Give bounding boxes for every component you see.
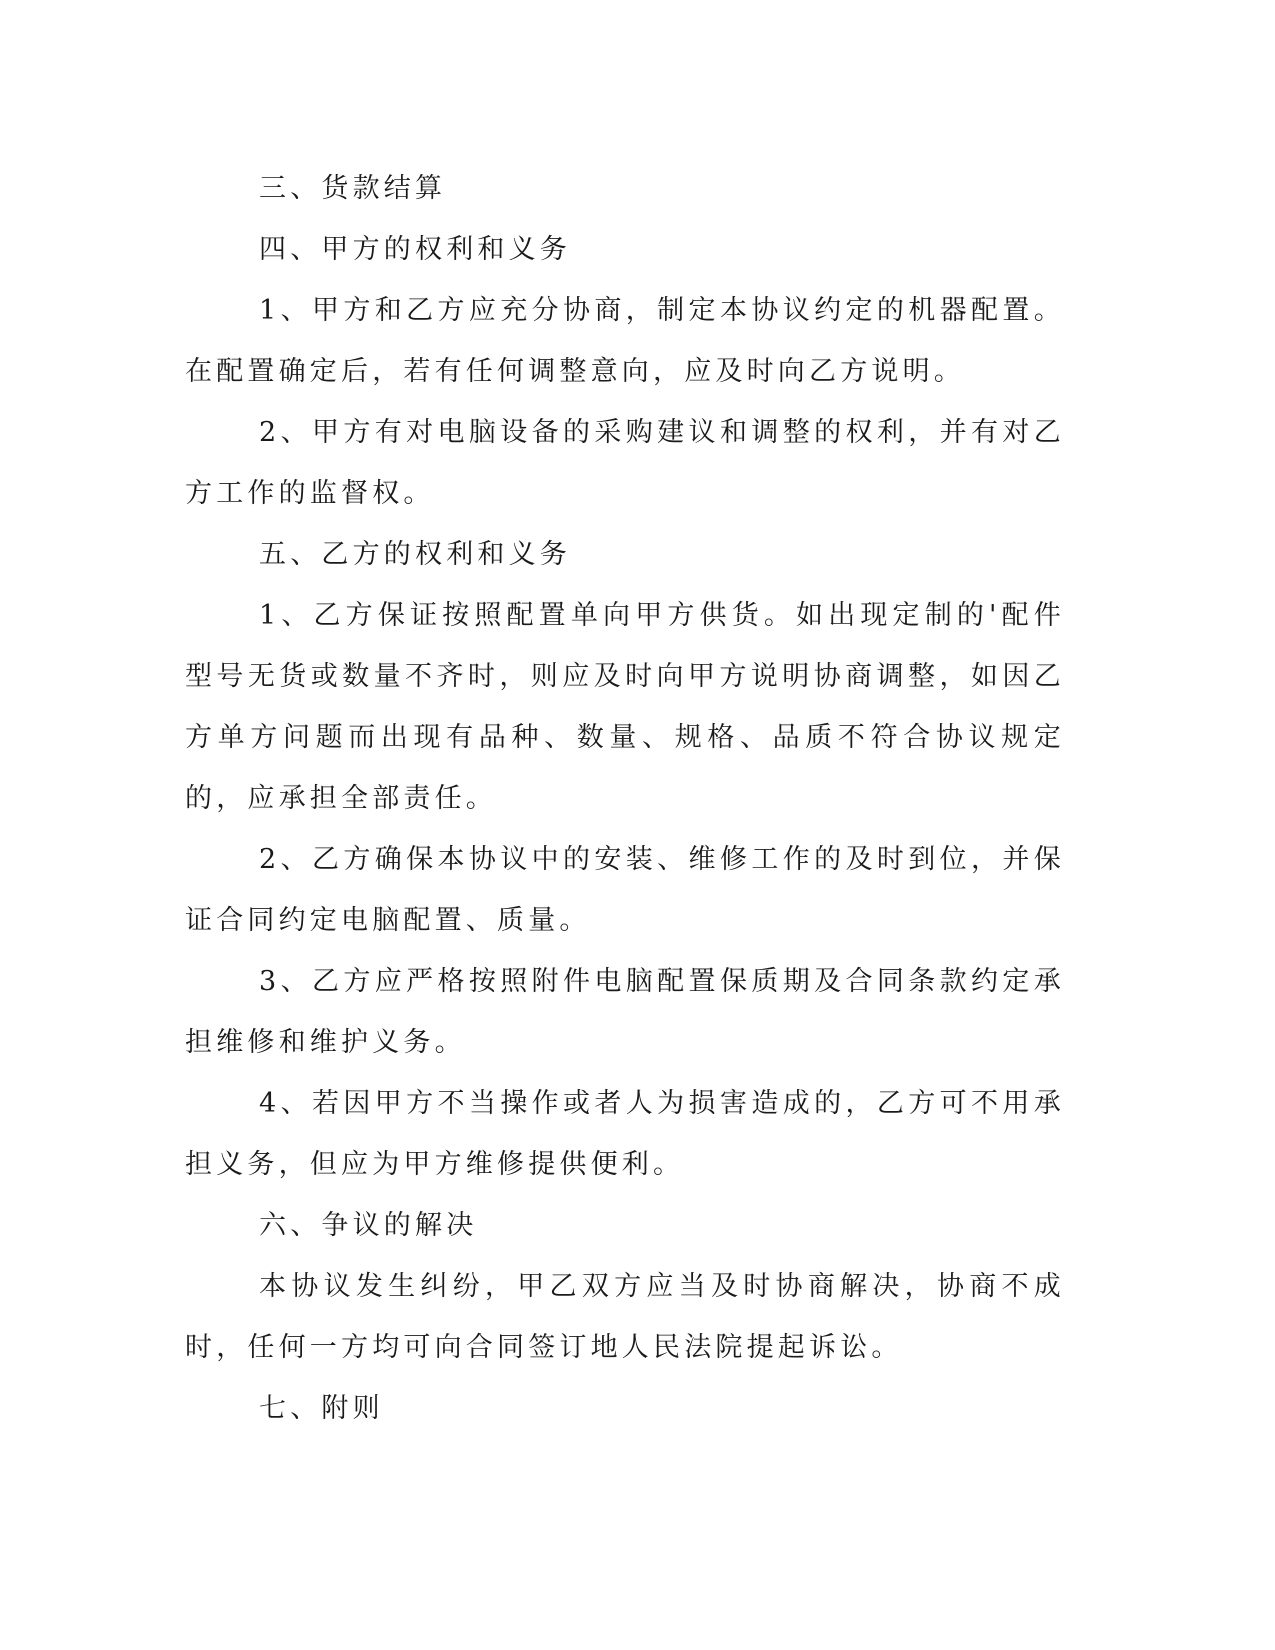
document-body	[185, 158, 1065, 1439]
clause-dispute-resolution: 本协议发生纠纷，甲乙双方应当及时协商解决，协商不成时，任何一方均可向合同签订地人民法院提起诉讼。	[185, 1271, 1065, 1363]
section-heading-supplementary: 七、附则	[259, 1393, 384, 1424]
clause-party-a-2: 2、甲方有对电脑设备的采购建议和调整的权利，并有对乙方工作的监督权。	[185, 417, 1065, 509]
clause-party-a-1: 1、甲方和乙方应充分协商，制定本协议约定的机器配置。在配置确定后，若有任何调整意向，应及时向乙方说明。	[185, 295, 1065, 387]
section-heading-party-a-rights: 四、甲方的权利和义务	[259, 234, 571, 265]
clause-party-b-3: 3、乙方应严格按照附件电脑配置保质期及合同条款约定承担维修和维护义务。	[185, 966, 1065, 1058]
clause-party-b-1: 1、乙方保证按照配置单向甲方供货。如出现定制的'配件型号无货或数量不齐时，则应及时向甲方说明协商调整，如因乙方单方问题而出现有品种、数量、规格、品质不符合协议规定的，应承担全部责任。	[185, 600, 1065, 814]
clause-party-b-2: 2、乙方确保本协议中的安装、维修工作的及时到位，并保证合同约定电脑配置、质量。	[185, 844, 1065, 936]
section-heading-dispute-resolution: 六、争议的解决	[259, 1210, 478, 1241]
section-heading-payment-settlement: 三、货款结算	[259, 173, 447, 204]
clause-party-b-4: 4、若因甲方不当操作或者人为损害造成的，乙方可不用承担义务，但应为甲方维修提供便利。	[185, 1088, 1065, 1180]
section-heading-party-b-rights: 五、乙方的权利和义务	[259, 539, 571, 570]
